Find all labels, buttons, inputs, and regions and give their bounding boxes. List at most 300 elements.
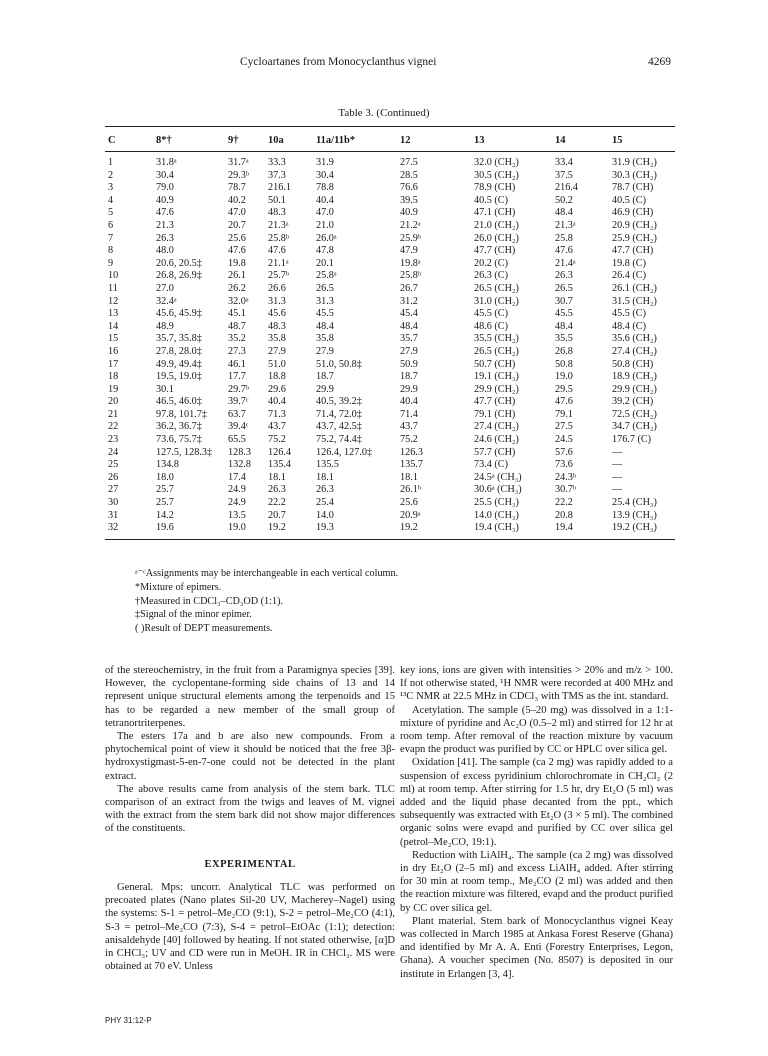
- shift-value-cell: 25.4: [316, 497, 334, 509]
- table-row: [0, 434, 768, 447]
- shift-value-cell: 18.1: [316, 471, 334, 483]
- shift-value-cell: 65.5: [228, 434, 246, 446]
- shift-value-cell: 35.7, 35.8‡: [156, 333, 202, 345]
- shift-value-cell: 19.2: [400, 522, 418, 534]
- shift-value-cell: 51.0, 50.8‡: [316, 358, 362, 370]
- carbon-number-cell: 17: [108, 358, 119, 370]
- shift-value-cell: 35.6 (CH₂): [612, 333, 657, 345]
- shift-value-cell: 48.4 (C): [612, 320, 646, 332]
- shift-value-cell: 19.6: [156, 522, 174, 534]
- shift-value-cell: 21.3ᵃ: [555, 219, 576, 231]
- carbon-number-cell: 14: [108, 320, 119, 332]
- shift-value-cell: 39.4ᶜ: [228, 421, 249, 433]
- shift-value-cell: 29.5: [555, 383, 573, 395]
- carbon-number-cell: 12: [108, 295, 119, 307]
- table-row: [0, 497, 768, 510]
- shift-value-cell: 26.0ᵃ: [316, 232, 337, 244]
- carbon-number-cell: 13: [108, 308, 119, 320]
- shift-value-cell: 50.1: [268, 194, 286, 206]
- shift-value-cell: 135.7: [400, 459, 423, 471]
- table-row: [0, 522, 768, 535]
- carbon-number-cell: 30: [108, 497, 119, 509]
- shift-value-cell: 79.1 (CH): [474, 408, 516, 420]
- carbon-number-cell: 15: [108, 333, 119, 345]
- shift-value-cell: 25.6: [400, 497, 418, 509]
- carbon-number-cell: 5: [108, 207, 114, 219]
- carbon-number-cell: 2: [108, 169, 114, 181]
- shift-value-cell: 97.8, 101.7‡: [156, 408, 207, 420]
- shift-value-cell: 37.3: [268, 169, 286, 181]
- shift-value-cell: 40.9: [400, 207, 418, 219]
- carbon-number-cell: 3: [108, 182, 114, 194]
- shift-value-cell: 48.4: [400, 320, 418, 332]
- shift-value-cell: 26.3: [316, 484, 334, 496]
- shift-value-cell: 26.1: [228, 270, 246, 282]
- footnote: ( )Result of DEPT measurements.: [135, 623, 273, 635]
- column-header-c: C: [108, 135, 116, 146]
- shift-value-cell: 48.3: [268, 320, 286, 332]
- shift-value-cell: 27.8, 28.0‡: [156, 345, 202, 357]
- carbon-number-cell: 26: [108, 471, 119, 483]
- carbon-number-cell: 18: [108, 371, 119, 383]
- table-row: [0, 459, 768, 472]
- table-row: [0, 484, 768, 497]
- shift-value-cell: 19.0: [555, 371, 573, 383]
- shift-value-cell: 45.6, 45.9‡: [156, 308, 202, 320]
- carbon-number-cell: 16: [108, 345, 119, 357]
- shift-value-cell: 47.8: [316, 245, 334, 257]
- shift-value-cell: 26.5 (CH₂): [474, 345, 519, 357]
- shift-value-cell: 20.6, 20.5‡: [156, 257, 202, 269]
- shift-value-cell: 20.7: [228, 219, 246, 231]
- shift-value-cell: 18.1: [400, 471, 418, 483]
- shift-value-cell: 32.4ᵃ: [156, 295, 177, 307]
- shift-value-cell: 47.7 (CH): [474, 396, 516, 408]
- shift-value-cell: 47.6: [555, 396, 573, 408]
- shift-value-cell: 25.8ᵃ: [316, 270, 337, 282]
- footnote: ‡Signal of the minor epimer.: [135, 609, 252, 621]
- shift-value-cell: 30.5 (CH₂): [474, 169, 519, 181]
- body-paragraph: Oxidation [41]. The sample (ca 2 mg) was rapidly added to a suspension of excess pyridinium chlorochromate in CH₂Cl₂ (2 ml) at room temp. After stirring for 1.5 hr, dry Et₂O (5 ml) was added and the liquid phase decanted from the ppt., which subsequently was extracted with Et₂O (3 × 5 ml). The combined organic solns were evapd and purified by CC over silica gel (petrol–Me₂CO, 19:1).: [400, 757, 673, 848]
- table-row: [0, 333, 768, 346]
- shift-value-cell: 25.5 (CH₃): [474, 497, 519, 509]
- shift-value-cell: 57.6: [555, 446, 573, 458]
- shift-value-cell: 18.9 (CH₃): [612, 371, 657, 383]
- shift-value-cell: 27.9: [268, 345, 286, 357]
- shift-value-cell: 75.2, 74.4‡: [316, 434, 362, 446]
- shift-value-cell: 27.9: [316, 345, 334, 357]
- shift-value-cell: —: [612, 471, 623, 483]
- shift-value-cell: 45.5: [316, 308, 334, 320]
- table-row: [0, 510, 768, 523]
- shift-value-cell: 45.5 (C): [474, 308, 508, 320]
- shift-value-cell: 13.5: [228, 509, 246, 521]
- table-row: [0, 182, 768, 195]
- shift-value-cell: 50.8: [555, 358, 573, 370]
- table-row: [0, 371, 768, 384]
- shift-value-cell: 26.8, 26.9‡: [156, 270, 202, 282]
- shift-value-cell: 132.8: [228, 459, 251, 471]
- shift-value-cell: 71.4, 72.0‡: [316, 408, 362, 420]
- shift-value-cell: 50.2: [555, 194, 573, 206]
- shift-value-cell: 47.6: [268, 245, 286, 257]
- shift-value-cell: 19.8: [228, 257, 246, 269]
- shift-value-cell: 32.0 (CH₂): [474, 157, 519, 168]
- footnote: ᵃ⁻ᶜAssignments may be interchangeable in each vertical column.: [135, 568, 399, 579]
- column-header-8: 8*†: [156, 135, 172, 146]
- shift-value-cell: 39.5: [400, 194, 418, 206]
- right-column-text: [400, 664, 673, 981]
- body-paragraph: key ions, ions are given with intensities > 20% and m/z > 100. If not otherwise stated, ¹H NMR were recorded at 400 MHz and ¹³C NMR at 22.5 MHz in CDCl₃ with TMS as the int. standard.: [400, 665, 673, 703]
- column-header-13: 13: [474, 135, 485, 146]
- shift-value-cell: 25.8ᵇ: [268, 232, 289, 244]
- shift-value-cell: 20.9 (CH₂): [612, 219, 657, 231]
- shift-value-cell: 40.4: [316, 194, 334, 206]
- shift-value-cell: 21.3: [156, 219, 174, 231]
- table-row: [0, 384, 768, 397]
- table-caption: Table 3. (Continued): [338, 107, 430, 119]
- table-top-rule: [105, 126, 675, 127]
- shift-value-cell: 25.4 (CH₃): [612, 497, 657, 509]
- shift-value-cell: 27.5: [400, 157, 418, 168]
- carbon-number-cell: 9: [108, 257, 114, 269]
- shift-value-cell: 30.7ᵇ: [555, 484, 576, 496]
- shift-value-cell: 25.8ᵇ: [400, 270, 421, 282]
- body-paragraph: General. Mps: uncorr. Analytical TLC was performed on precoated plates (Nano plates Sil-20 UV, Macherey–Nagel) using the systems: S-1 = petrol–Me₂CO (9:1), S-2 = petrol–Me₂CO (4:1), S-3 = petrol–Me₂CO (7:3), S-4 = petrol–EtOAc (1:1); detection: anisaldehyde [40] followed by heating. If not stated otherwise, [α]D in CHCl₃; UV and CD were run in MeOH. IR in CHCl₃. MS were obtained at 70 eV. Unless: [105, 882, 395, 973]
- shift-value-cell: 25.7ᵇ: [268, 270, 289, 282]
- shift-value-cell: 26.5: [555, 282, 573, 294]
- table-row: [0, 195, 768, 208]
- column-header-10a: 10a: [268, 135, 284, 146]
- shift-value-cell: 51.0: [268, 358, 286, 370]
- shift-value-cell: 26.1 (CH₂): [612, 282, 657, 294]
- shift-value-cell: 48.7: [228, 320, 246, 332]
- column-header-9: 9†: [228, 135, 239, 146]
- shift-value-cell: 26.3 (C): [474, 270, 508, 282]
- shift-value-cell: 35.2: [228, 333, 246, 345]
- shift-value-cell: 20.9ᵃ: [400, 509, 421, 521]
- running-title: Cycloartanes from Monocyclanthus vignei: [240, 56, 437, 68]
- shift-value-cell: 46.1: [228, 358, 246, 370]
- shift-value-cell: 20.1: [316, 257, 334, 269]
- carbon-number-cell: 32: [108, 522, 119, 534]
- shift-value-cell: 31.9 (CH₂): [612, 157, 657, 168]
- shift-value-cell: 25.9 (CH₂): [612, 232, 657, 244]
- shift-value-cell: 48.9: [156, 320, 174, 332]
- table-row: [0, 207, 768, 220]
- carbon-number-cell: 20: [108, 396, 119, 408]
- shift-value-cell: 19.0: [228, 522, 246, 534]
- shift-value-cell: 43.7: [400, 421, 418, 433]
- shift-value-cell: 21.0 (CH₂): [474, 219, 519, 231]
- shift-value-cell: 21.2ᵃ: [400, 219, 421, 231]
- experimental-text: [105, 881, 395, 973]
- shift-value-cell: 48.3: [268, 207, 286, 219]
- shift-value-cell: 18.1: [268, 471, 286, 483]
- footnote: †Measured in CDCl₃–CD₃OD (1:1).: [135, 595, 284, 607]
- shift-value-cell: 27.4 (CH₂): [612, 345, 657, 357]
- body-paragraph: The esters 17a and b are also new compounds. From a phytochemical point of view it should be noticed that the free 3β-hydroxystigmast-5-en-7-one could not be detected in the plant extract.: [105, 731, 395, 782]
- shift-value-cell: 35.5 (CH₂): [474, 333, 519, 345]
- shift-value-cell: 27.0: [156, 282, 174, 294]
- carbon-number-cell: 22: [108, 421, 119, 433]
- shift-value-cell: 216.1: [268, 182, 291, 194]
- shift-value-cell: 19.8ᵃ: [400, 257, 421, 269]
- column-header-15: 15: [612, 135, 623, 146]
- shift-value-cell: 40.2: [228, 194, 246, 206]
- shift-value-cell: 49.9, 49.4‡: [156, 358, 202, 370]
- shift-value-cell: 14.2: [156, 509, 174, 521]
- shift-value-cell: 25.6: [228, 232, 246, 244]
- body-paragraph: Reduction with LiAlH₄. The sample (ca 2 mg) was dissolved in dry Et₂O (2–5 ml) and excess LiAlH₄ added. After stirring for 30 min at room temp., Me₂CO (2 ml) was added and then the reaction mixture was filtered, evapd and the product purified by CC over silica gel.: [400, 849, 673, 914]
- shift-value-cell: 31.3: [316, 295, 334, 307]
- shift-value-cell: 29.3ᵇ: [228, 169, 249, 181]
- shift-value-cell: 29.6: [268, 383, 286, 395]
- shift-value-cell: 24.9: [228, 484, 246, 496]
- carbon-number-cell: 8: [108, 245, 114, 257]
- shift-value-cell: 26.5 (CH₂): [474, 282, 519, 294]
- shift-value-cell: 35.8: [316, 333, 334, 345]
- shift-value-cell: 40.4: [268, 396, 286, 408]
- shift-value-cell: 28.5: [400, 169, 418, 181]
- shift-value-cell: 40.9: [156, 194, 174, 206]
- carbon-number-cell: 19: [108, 383, 119, 395]
- shift-value-cell: 30.6ᵃ (CH₃): [474, 484, 522, 496]
- carbon-number-cell: 24: [108, 446, 119, 458]
- table-row: [0, 283, 768, 296]
- footer-code: PHY 31:12-P: [105, 1016, 152, 1025]
- shift-value-cell: 33.3: [268, 157, 286, 168]
- carbon-number-cell: 1: [108, 157, 114, 168]
- shift-value-cell: 176.7 (C): [612, 434, 652, 446]
- shift-value-cell: 78.7 (CH): [612, 182, 654, 194]
- table-row: [0, 296, 768, 309]
- table-footnotes: [135, 567, 398, 636]
- table-row: [0, 396, 768, 409]
- table-row: [0, 359, 768, 372]
- table-row: [0, 245, 768, 258]
- shift-value-cell: 27.3: [228, 345, 246, 357]
- body-paragraph: of the stereochemistry, in the fruit from a Paramignya species [39]. However, the cyclopentane-forming side chains of 13 and 14 represent unique structural elements among the terpenoids and 15 has to be regarded a new member of the small group of tetranortriterpenes.: [105, 665, 395, 729]
- shift-value-cell: 45.1: [228, 308, 246, 320]
- table-row: [0, 258, 768, 271]
- carbon-number-cell: 27: [108, 484, 119, 496]
- shift-value-cell: 26.0 (CH₂): [474, 232, 519, 244]
- shift-value-cell: —: [612, 446, 623, 458]
- shift-value-cell: 30.1: [156, 383, 174, 395]
- shift-value-cell: 43.7: [268, 421, 286, 433]
- carbon-number-cell: 4: [108, 194, 114, 206]
- shift-value-cell: 30.3 (CH₂): [612, 169, 657, 181]
- table-body: [0, 157, 768, 535]
- shift-value-cell: 14.0: [316, 509, 334, 521]
- shift-value-cell: 25.7: [156, 484, 174, 496]
- column-header-12: 12: [400, 135, 411, 146]
- shift-value-cell: 18.8: [268, 371, 286, 383]
- shift-value-cell: 40.5 (C): [612, 194, 646, 206]
- shift-value-cell: 19.4 (CH₃): [474, 522, 519, 534]
- shift-value-cell: 47.0: [228, 207, 246, 219]
- shift-value-cell: 45.5 (C): [612, 308, 646, 320]
- shift-value-cell: 26.2: [228, 282, 246, 294]
- shift-value-cell: 47.1 (CH): [474, 207, 516, 219]
- shift-value-cell: 135.4: [268, 459, 291, 471]
- shift-value-cell: 14.0 (CH₃): [474, 509, 519, 521]
- shift-value-cell: 48.4: [316, 320, 334, 332]
- body-paragraph: Acetylation. The sample (5–20 mg) was dissolved in a 1:1-mixture of pyridine and Ac₂O (0.5–2 ml) and stirred for 12 hr at room temp. After removal of the reaction mixture by vacuum evapn the product was purified by CC or HPLC over silica gel.: [400, 704, 673, 756]
- carbon-number-cell: 7: [108, 232, 114, 244]
- shift-value-cell: 71.3: [268, 408, 286, 420]
- shift-value-cell: 19.5, 19.0‡: [156, 371, 202, 383]
- shift-value-cell: 24.9: [228, 497, 246, 509]
- shift-value-cell: —: [612, 459, 623, 471]
- shift-value-cell: 19.8 (C): [612, 257, 646, 269]
- shift-value-cell: 75.2: [400, 434, 418, 446]
- shift-value-cell: 33.4: [555, 157, 573, 168]
- shift-value-cell: 19.2: [268, 522, 286, 534]
- shift-value-cell: 128.3: [228, 446, 251, 458]
- shift-value-cell: 40.4: [400, 396, 418, 408]
- table-row: [0, 321, 768, 334]
- table-row: [0, 346, 768, 359]
- table-header-rule: [105, 151, 675, 152]
- shift-value-cell: 29.7ᵇ: [228, 383, 249, 395]
- table-row: [0, 472, 768, 485]
- shift-value-cell: 25.7: [156, 497, 174, 509]
- shift-value-cell: 45.5: [555, 308, 573, 320]
- carbon-number-cell: 21: [108, 408, 119, 420]
- shift-value-cell: 24.5: [555, 434, 573, 446]
- shift-value-cell: 48.4: [555, 207, 573, 219]
- shift-value-cell: 19.3: [316, 522, 334, 534]
- table-row: [0, 421, 768, 434]
- shift-value-cell: 18.7: [400, 371, 418, 383]
- shift-value-cell: 27.9: [400, 345, 418, 357]
- shift-value-cell: 48.6 (C): [474, 320, 508, 332]
- shift-value-cell: 30.7: [555, 295, 573, 307]
- shift-value-cell: 39.7ᶜ: [228, 396, 249, 408]
- shift-value-cell: 19.2 (CH₃): [612, 522, 657, 534]
- shift-value-cell: 50.7 (CH): [474, 358, 516, 370]
- shift-value-cell: 47.7 (CH): [474, 245, 516, 257]
- shift-value-cell: 63.7: [228, 408, 246, 420]
- shift-value-cell: 31.2: [400, 295, 418, 307]
- carbon-number-cell: 6: [108, 219, 114, 231]
- shift-value-cell: 17.7: [228, 371, 246, 383]
- shift-value-cell: 29.9 (CH₂): [474, 383, 519, 395]
- shift-value-cell: 73.6: [555, 459, 573, 471]
- table-row: [0, 447, 768, 460]
- shift-value-cell: 24.5ᵃ (CH₃): [474, 471, 522, 483]
- column-header-14: 14: [555, 135, 566, 146]
- shift-value-cell: 29.9: [400, 383, 418, 395]
- shift-value-cell: 78.7: [228, 182, 246, 194]
- shift-value-cell: 47.6: [555, 245, 573, 257]
- shift-value-cell: 32.0ᵃ: [228, 295, 249, 307]
- shift-value-cell: 40.5 (C): [474, 194, 508, 206]
- shift-value-cell: 26.3: [555, 270, 573, 282]
- shift-value-cell: 34.7 (CH₂): [612, 421, 657, 433]
- shift-value-cell: 21.0: [316, 219, 334, 231]
- shift-value-cell: 29.9: [316, 383, 334, 395]
- shift-value-cell: 47.0: [316, 207, 334, 219]
- shift-value-cell: 22.2: [555, 497, 573, 509]
- shift-value-cell: 31.8ᵃ: [156, 157, 177, 168]
- experimental-heading: EXPERIMENTAL: [204, 859, 296, 870]
- shift-value-cell: 30.4: [156, 169, 174, 181]
- shift-value-cell: 17.4: [228, 471, 246, 483]
- shift-value-cell: 18.7: [316, 371, 334, 383]
- carbon-number-cell: 25: [108, 459, 119, 471]
- shift-value-cell: 47.7 (CH): [612, 245, 654, 257]
- shift-value-cell: 75.2: [268, 434, 286, 446]
- shift-value-cell: 31.3: [268, 295, 286, 307]
- shift-value-cell: 216.4: [555, 182, 578, 194]
- shift-value-cell: 126.3: [400, 446, 423, 458]
- shift-value-cell: 126.4, 127.0‡: [316, 446, 373, 458]
- shift-value-cell: 31.7ᵃ: [228, 157, 249, 168]
- shift-value-cell: 73.4 (C): [474, 459, 508, 471]
- carbon-number-cell: 31: [108, 509, 119, 521]
- shift-value-cell: 25.9ᵇ: [400, 232, 421, 244]
- shift-value-cell: 50.9: [400, 358, 418, 370]
- shift-value-cell: 21.4ᵃ: [555, 257, 576, 269]
- shift-value-cell: 26.4 (C): [612, 270, 646, 282]
- shift-value-cell: 79.1: [555, 408, 573, 420]
- shift-value-cell: 45.6: [268, 308, 286, 320]
- table-row: [0, 157, 768, 170]
- shift-value-cell: 21.1ᵃ: [268, 257, 289, 269]
- shift-value-cell: 37.5: [555, 169, 573, 181]
- shift-value-cell: 19.4: [555, 522, 573, 534]
- table-row: [0, 220, 768, 233]
- shift-value-cell: 46.9 (CH): [612, 207, 654, 219]
- shift-value-cell: 35.8: [268, 333, 286, 345]
- shift-value-cell: 73.6, 75.7‡: [156, 434, 202, 446]
- table-bottom-rule: [105, 539, 675, 540]
- shift-value-cell: 30.4: [316, 169, 334, 181]
- shift-value-cell: 36.2, 36.7‡: [156, 421, 202, 433]
- table-row: [0, 308, 768, 321]
- shift-value-cell: 26.8: [555, 345, 573, 357]
- carbon-number-cell: 23: [108, 434, 119, 446]
- shift-value-cell: 26.1ᵇ: [400, 484, 421, 496]
- shift-value-cell: 135.5: [316, 459, 339, 471]
- shift-value-cell: 48.0: [156, 245, 174, 257]
- page-number: 4269: [648, 56, 671, 68]
- shift-value-cell: 27.4 (CH₂): [474, 421, 519, 433]
- shift-value-cell: 27.5: [555, 421, 573, 433]
- shift-value-cell: 13.9 (CH₃): [612, 509, 657, 521]
- shift-value-cell: 50.8 (CH): [612, 358, 654, 370]
- body-paragraph: Plant material. Stem bark of Monocyclanthus vignei Keay was collected in March 1985 at Ankasa Forest Reserve (Ghana) and identified by Mr A. A. Enti (Forestry Enterprises, Legon, Ghana). A voucher specimen (No. 8507) is deposited in our institute in Erlangen [3, 4].: [400, 915, 673, 980]
- shift-value-cell: 134.8: [156, 459, 179, 471]
- carbon-number-cell: 11: [108, 282, 118, 294]
- shift-value-cell: 40.5, 39.2‡: [316, 396, 362, 408]
- shift-value-cell: 35.7: [400, 333, 418, 345]
- shift-value-cell: 26.7: [400, 282, 418, 294]
- shift-value-cell: 25.8: [555, 232, 573, 244]
- shift-value-cell: 20.8: [555, 509, 573, 521]
- shift-value-cell: 21.3ᵃ: [268, 219, 289, 231]
- left-column-text: [105, 664, 395, 836]
- shift-value-cell: 20.2 (C): [474, 257, 508, 269]
- footnote: *Mixture of epimers.: [135, 581, 222, 593]
- shift-value-cell: 126.4: [268, 446, 291, 458]
- table-row: [0, 233, 768, 246]
- shift-value-cell: 39.2 (CH): [612, 396, 654, 408]
- table-row: [0, 409, 768, 422]
